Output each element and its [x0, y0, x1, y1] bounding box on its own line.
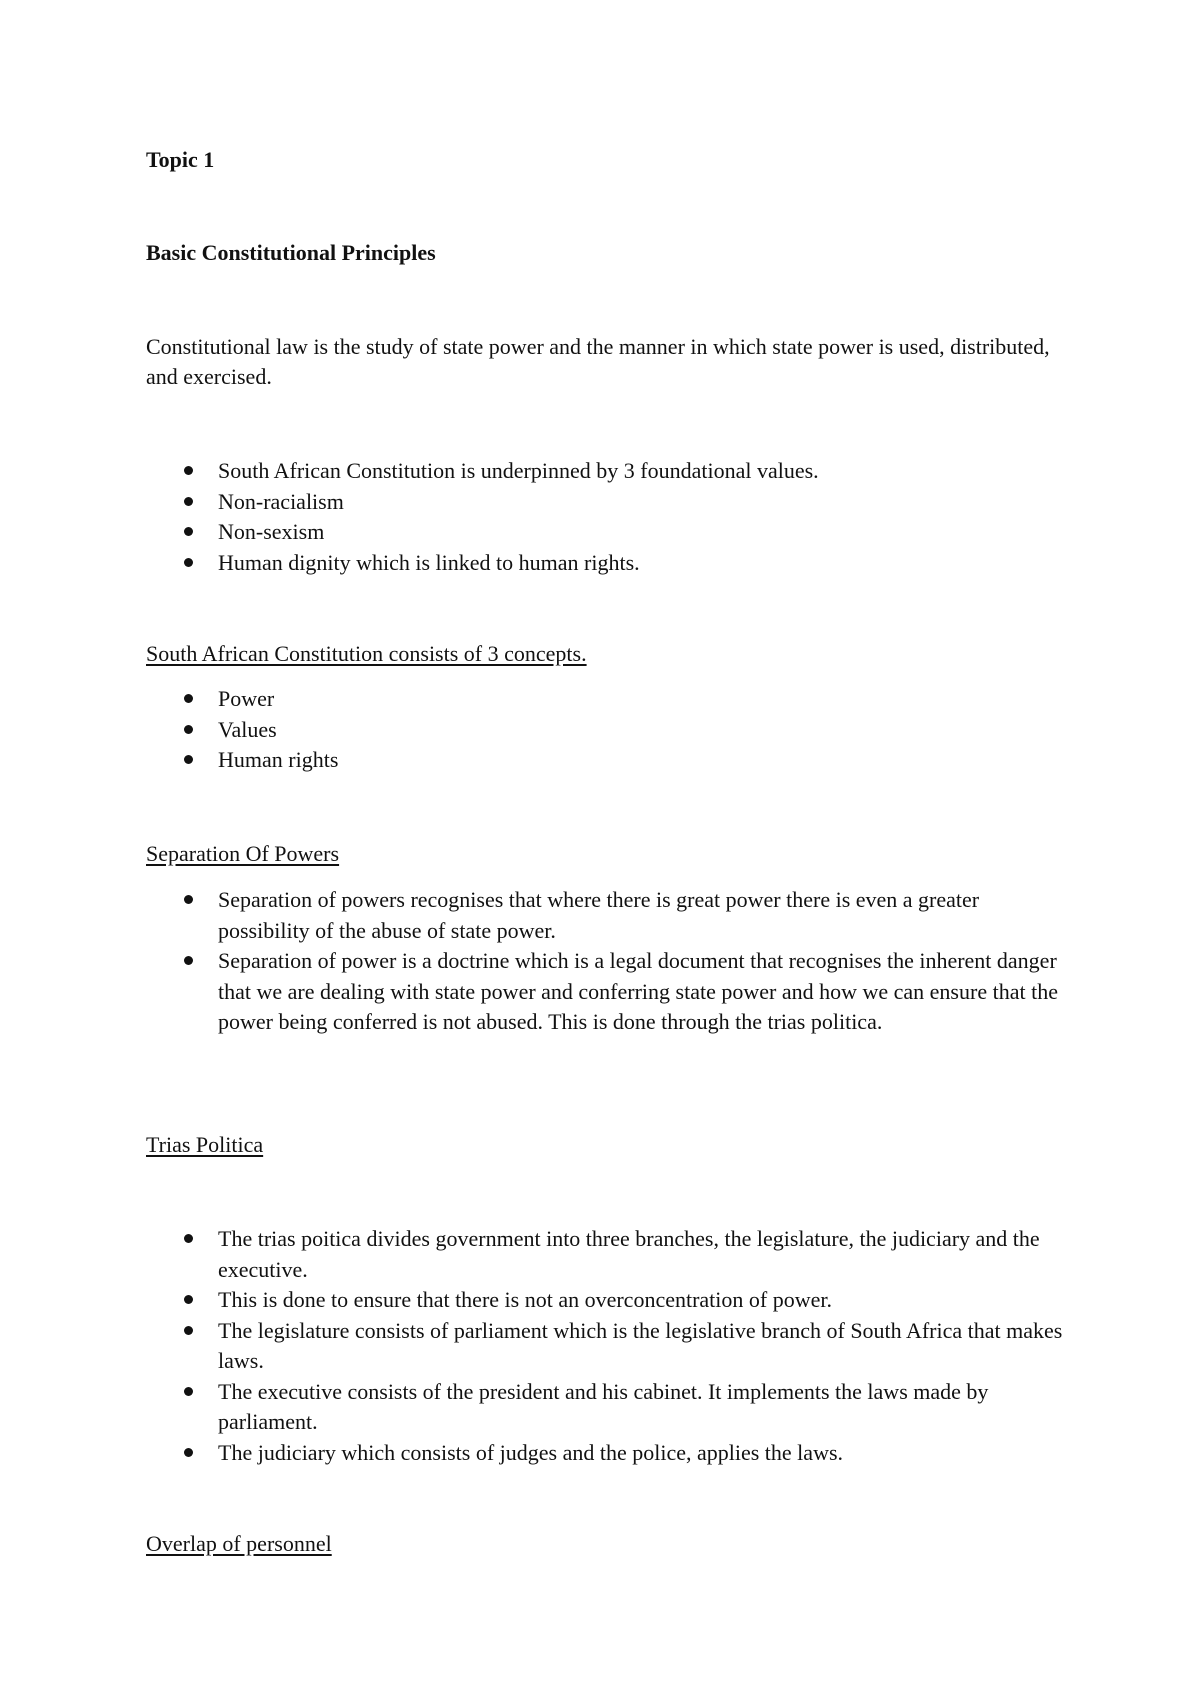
list-item: Power — [0, 684, 1068, 715]
list-item: The trias poitica divides government into three branches, the legislature, the judiciary and the executive. — [0, 1224, 1068, 1285]
list-item: Values — [0, 715, 1068, 746]
list-item: Separation of power is a doctrine which is a legal document that recognises the inherent danger that we are dealing with state power and conferring state power and how we can ensure that the power being conferred is not abused. This is done through the trias politica. — [0, 946, 1068, 1038]
page-title: Basic Constitutional Principles — [146, 240, 436, 265]
list-item: Separation of powers recognises that where there is great power there is even a greater possibility of the abuse of state power. — [0, 885, 1068, 946]
list-item: The judiciary which consists of judges and the police, applies the laws. — [0, 1438, 1068, 1469]
trias-list — [0, 1224, 1068, 1468]
list-item: Non-racialism — [0, 487, 1068, 518]
list-item: Non-sexism — [0, 517, 1068, 548]
topic-label: Topic 1 — [146, 147, 215, 172]
intro-paragraph: Constitutional law is the study of state power and the manner in which state power is used, distributed, and exercised. — [146, 334, 1050, 389]
foundational-values-list — [0, 456, 1068, 578]
list-item: This is done to ensure that there is not an overconcentration of power. — [0, 1285, 1068, 1316]
list-item: Human dignity which is linked to human rights. — [0, 548, 1068, 579]
list-item: South African Constitution is underpinned by 3 foundational values. — [0, 456, 1068, 487]
trias-heading: Trias Politica — [146, 1132, 264, 1157]
separation-heading: Separation Of Powers — [146, 841, 340, 866]
overlap-heading: Overlap of personnel — [146, 1531, 332, 1556]
separation-list — [0, 885, 1068, 1038]
list-item: The executive consists of the president and his cabinet. It implements the laws made by parliament. — [0, 1377, 1068, 1438]
concepts-heading: South African Constitution consists of 3 concepts. — [146, 641, 587, 666]
list-item: Human rights — [0, 745, 1068, 776]
concepts-list — [0, 684, 1068, 776]
list-item: The legislature consists of parliament which is the legislative branch of South Africa that makes laws. — [0, 1316, 1068, 1377]
